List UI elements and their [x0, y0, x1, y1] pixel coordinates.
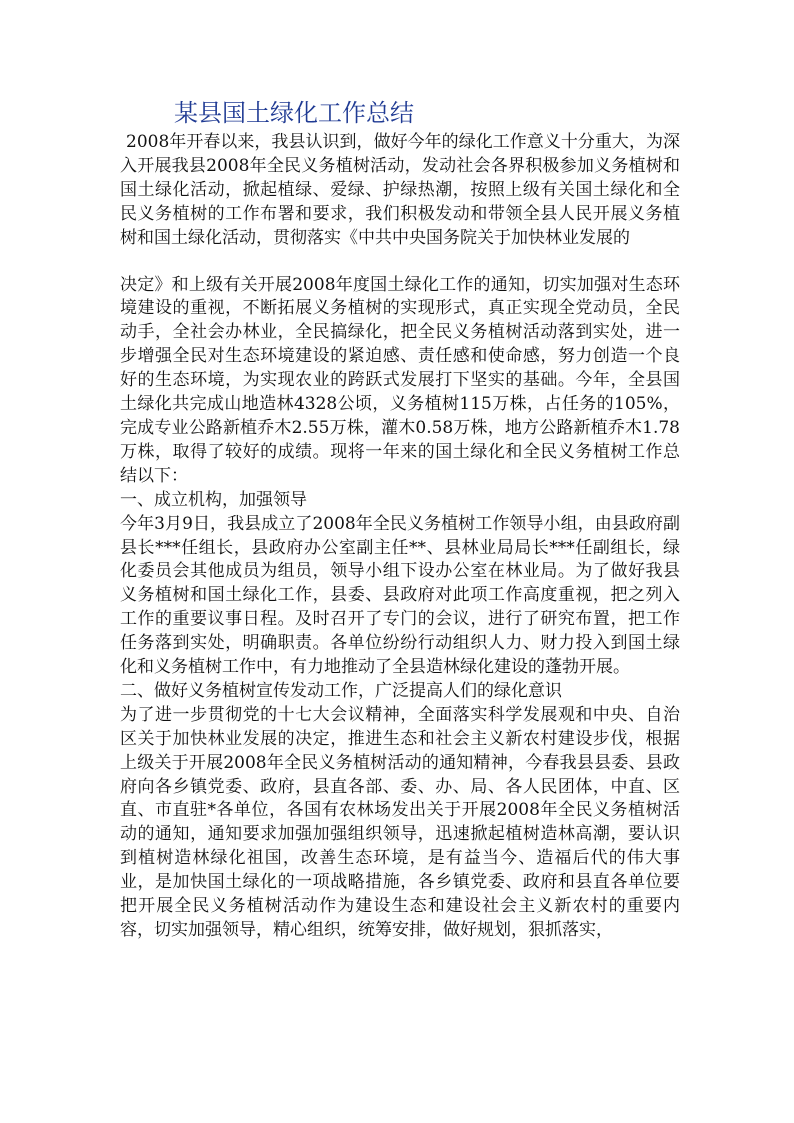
section-1-heading: 一、成立机构，加强领导: [120, 489, 307, 510]
intro-continuation-paragraph: 决定》和上级有关开展2008年度国土绿化工作的通知，切实加强对生态环境建设的重视，不断拓展义务植树的实现形式，真正实现全党动员，全民动手，全社会办林业，全民搞绿化，把全民义务植树活动落到实处，进一步增强全民对生态环境建设的紧迫感、责任感和使命感，努力创造一个良好的生态环境，为实现农业的跨跃式发展打下坚实的基础。今年，全县国土绿化共完成山地造林4328公顷，义务植树115万株，占任务的105%，完成专业公路新植乔木2.55万株，灌木0.58万株，地方公路新植乔木1.78万株，取得了较好的成绩。现将一年来的国土绿化和全民义务植树工作总结以下：: [120, 274, 680, 486]
document-page: [120, 95, 680, 943]
section-2-heading: 二、做好义务植树宣传发动工作，广泛提高人们的绿化意识: [120, 680, 562, 701]
paragraph-gap: [120, 251, 680, 274]
intro-paragraph: 2008年开春以来，我县认识到，做好今年的绿化工作意义十分重大，为深入开展我县2008年全民义务植树活动，发动社会各界积极参加义务植树和国土绿化活动，掀起植绿、爱绿、护绿热潮，按照上级有关国土绿化和全民义务植树的工作布署和要求，我们积极发动和带领全县人民开展义务植树和国土绿化活动，贯彻落实《中共中央国务院关于加快林业发展的: [120, 132, 680, 248]
section-2-body: 为了进一步贯彻党的十七大会议精神，全面落实科学发展观和中央、自治区关于加快林业发展的决定，推进生态和社会主义新农村建设步伐，根据上级关于开展2008年全民义务植树活动的通知精神，今春我县县委、县政府向各乡镇党委、政府，县直各部、委、办、局、各人民团体，中直、区直、市直驻*各单位，各国有农林场发出关于开展2008年全民义务植树活动的通知，通知要求加强加强组织领导，迅速掀起植树造林高潮，要认识到植树造林绿化祖国，改善生态环境，是有益当今、造福后代的伟大事业，是加快国土绿化的一项战略措施，各乡镇党委、政府和县直各单位要把开展全民义务植树活动作为建设生态和建设社会主义新农村的重要内容，切实加强领导，精心组织，统筹安排，做好规划，狠抓落实，: [120, 704, 680, 940]
document-title: 某县国土绿化工作总结: [174, 99, 414, 127]
section-1-body: 今年3月9日，我县成立了2008年全民义务植树工作领导小组，由县政府副县长***任组长，县政府办公室副主任**、县林业局局长***任副组长，绿化委员会其他成员为组员，领导小组下设办公室在林业局。为了做好我县义务植树和国土绿化工作，县委、县政府对此项工作高度重视，把之列入工作的重要议事日程。及时召开了专门的会议，进行了研究布置，把工作任务落到实处，明确职责。各单位纷纷行动组织人力、财力投入到国土绿化和义务植树工作中，有力地推动了全县造林绿化建设的蓬勃开展。: [120, 513, 680, 678]
